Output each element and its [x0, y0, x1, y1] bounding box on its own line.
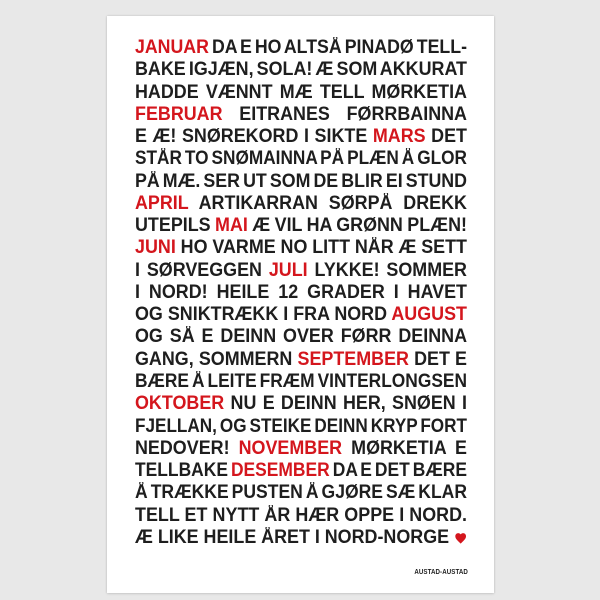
line-text: Æ VIL HA GRØNN PLÆN! [247, 215, 467, 237]
poem-line [135, 82, 467, 104]
poem-line [135, 393, 467, 415]
line-text: TELL ET NYTT ÅR HÆR OPPE I NORD. [135, 504, 467, 526]
month-name: JULI [268, 259, 308, 281]
line-text: NEDOVER! [135, 437, 239, 459]
line-text: Å TRÆKKE PUSTEN Å GJØRE SÆ KLAR [135, 482, 467, 504]
poem-line [135, 349, 467, 371]
poem-line [135, 126, 467, 148]
poem-line [135, 371, 467, 393]
month-name: NOVEMBER [238, 437, 343, 459]
line-text: I NORD! HEILE 12 GRADER I HAVET [135, 281, 467, 303]
line-text: LYKKE! SOMMER [307, 259, 467, 281]
poem-text [135, 37, 467, 549]
poem-line [135, 37, 467, 59]
poem-line [135, 260, 467, 282]
line-text: MØRKETIA E [342, 437, 467, 459]
line-text: DA E DET BÆRE [329, 460, 467, 482]
poem-line [135, 104, 467, 126]
line-text: BÆRE Å LEITE FRÆM VINTERLONGSEN [135, 370, 467, 392]
poem-line [135, 304, 467, 326]
heart-icon [455, 532, 467, 544]
line-text: EITRANES FØRRBAINNA [222, 103, 467, 125]
poem-line [135, 482, 467, 504]
line-text: HADDE VÆNNT MÆ TELL MØRKETIA [135, 81, 467, 103]
poem-line [135, 527, 467, 549]
poster [107, 16, 494, 593]
line-text: NU E DEINN HER, SNØEN I [224, 393, 467, 415]
month-name: JANUAR [135, 37, 209, 58]
line-text: OG SNIKTRÆKK I FRA NORD [135, 304, 392, 326]
poem-line [135, 438, 467, 460]
poem-line [135, 237, 467, 259]
line-text: Æ LIKE HEILE ÅRET I NORD-NORGE [135, 526, 450, 548]
line-text: DET [425, 126, 467, 148]
poem-line [135, 215, 467, 237]
line-text: HO VARME NO LITT NÅR Æ SETT [175, 237, 467, 259]
poem-line [135, 282, 467, 304]
artist-signature: AUSTAD-AUSTAD [414, 569, 468, 576]
line-text: I SØRVEGGEN [135, 259, 269, 281]
poem-line [135, 326, 467, 348]
month-name: APRIL [135, 192, 189, 214]
month-name: MARS [372, 126, 426, 148]
month-name: OKTOBER [135, 393, 225, 415]
line-text: PÅ MÆ. SER UT SOM DE BLIR EI STUND [135, 170, 467, 192]
line-text: ARTIKARRAN SØRPÅ DREKK [188, 192, 467, 214]
poem-line [135, 59, 467, 81]
line-text: OG SÅ E DEINN OVER FØRR DEINNA [135, 326, 467, 348]
month-name: AUGUST [391, 304, 467, 326]
line-text: TELLBAKE [135, 460, 231, 482]
line-text: DET E [408, 348, 468, 370]
month-name: JUNI [135, 237, 176, 259]
month-name: SEPTEMBER [297, 348, 409, 370]
line-text: E Æ! SNØREKORD I SIKTE [135, 126, 373, 148]
poem-line [135, 416, 467, 438]
poem-line [135, 505, 467, 527]
line-text: UTEPILS [135, 215, 216, 237]
poem-line [135, 171, 467, 193]
line-text: STÅR TO SNØMAINNA PÅ PLÆN Å GLOR [135, 148, 467, 170]
line-text: DA E HO ALTSÅ PINADØ TELL- [208, 37, 467, 58]
month-name: DESEMBER [230, 460, 330, 482]
poem-line [135, 193, 467, 215]
month-name: MAI [215, 215, 248, 237]
poem-line [135, 460, 467, 482]
month-name: FEBRUAR [135, 103, 223, 125]
line-text: BAKE IGJÆN, SOLA! Æ SOM AKKURAT [135, 59, 467, 81]
line-text: GANG, SOMMERN [135, 348, 298, 370]
poem-line [135, 148, 467, 170]
line-text: FJELLAN, OG STEIKE DEINN KRYP FORT [135, 415, 467, 437]
